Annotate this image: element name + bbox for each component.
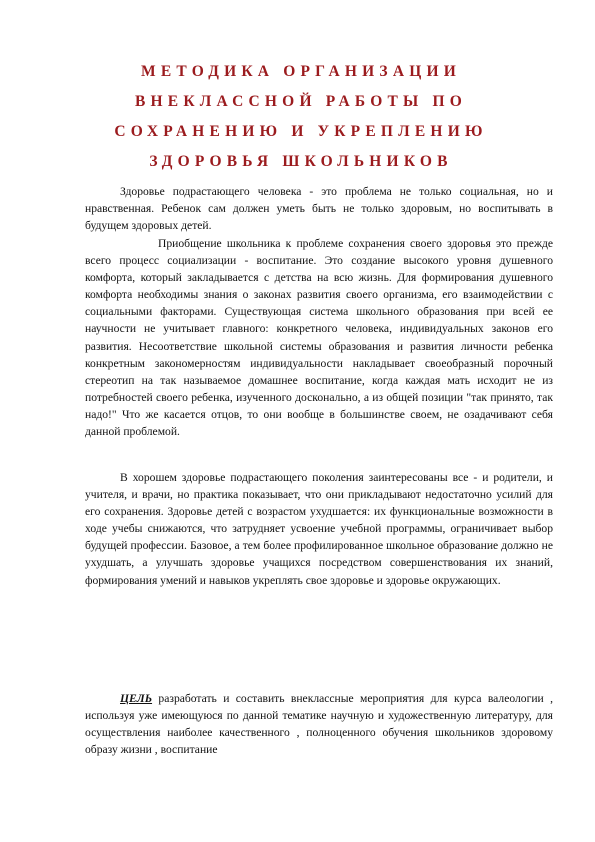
paragraph-goal xyxy=(85,690,553,758)
paragraph-health-interest: В хорошем здоровье подрастающего поколения заинтересованы все - и родители, и учителя, и врачи, но практика показывает, что они прикладывают недостаточно усилий для его сохранения. Здоровье детей с возрастом ухудшается: их функциональные возможности в ходе учебы снижаются, что затрудняет усвоение учебной программы, ограничивает выбор будущей профессии. Базовое, а тем более профилированное школьное образование должно не ухудшать, а улучшать здоровье учащихся посредством совершенствования их знаний, формирования умений и навыков укреплять свое здоровье и здоровье окружающих. xyxy=(85,471,553,587)
paragraph-intro: Здоровье подрастающего человека - это проблема не только социальная, но и нравственная. Ребенок сам должен уметь быть не только здоровым, но воспитывать в будущем здоровых детей. xyxy=(85,185,553,233)
goal-text: разработать и составить внеклассные мероприятия для курса валеологии , используя уже имеющуюся по данной тематике научную и художественную литературу, для осуществления наиболее качественного , полноценного обучения школьников здоровому образу жизни , воспитание xyxy=(85,692,553,757)
title-line-4: ЗДОРОВЬЯ ШКОЛЬНИКОВ xyxy=(149,153,453,170)
title-line-2: ВНЕКЛАССНОЙ РАБОТЫ ПО xyxy=(135,93,467,110)
paragraph-socialization: Приобщение школьника к проблеме сохранения своего здоровья это прежде всего процесс социализации - воспитание. Это создание высокого уровня душевного комфорта, который закладывается с детства на всю жизнь. Для формирования душевного комфорта необходимы знания о законах развития своего организма, его взаимодействии с социальными факторами. Существующая система школьного образования при всей ее научности не учитывает главного: конкретного человека, индивидуальных законов его развития. Несоответствие школьной системы образования и развития личности ребенка конкретным закономерностям индивидуальности накладывает своеобразный порочный стереотип на так называемое домашнее воспитание, когда каждая мать исходит не из потребностей своего ребенка, изученного досконально, а из общей позиции "так принято, так надо!" Что же касается отцов, то они вообще в большинстве своем, не озадачивают себя данной проблемой. xyxy=(85,237,553,439)
title-line-3: СОХРАНЕНИЮ И УКРЕПЛЕНИЮ xyxy=(114,123,488,140)
title-line-1: МЕТОДИКА ОРГАНИЗАЦИИ xyxy=(141,63,461,80)
document-title xyxy=(60,57,542,177)
goal-label: ЦЕЛЬ xyxy=(120,692,153,705)
